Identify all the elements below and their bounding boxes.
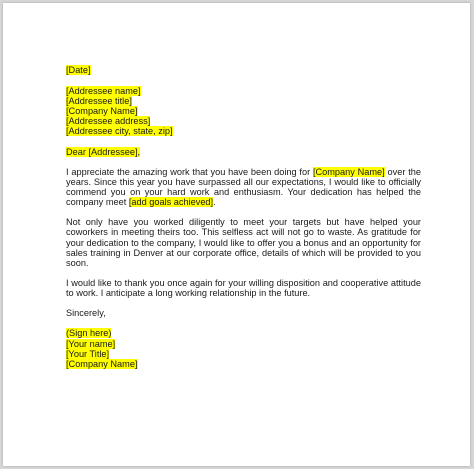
paragraph-1 — [66, 167, 421, 208]
document-page — [3, 3, 470, 466]
signature-block — [66, 328, 421, 369]
date-line — [66, 65, 421, 75]
salutation — [66, 147, 421, 157]
letter-body — [66, 65, 421, 369]
salutation-text: Dear [Addressee], — [66, 147, 141, 157]
paragraph-2: Not only have you worked diligently to meet your targets but have helped your coworkers in meeting theirs too. This selfless act will not go to waste. As gratitude for your dedication to the company, I would like to offer you a bonus and an opportunity for sales training in Denver at our corporate office, details of which will be provided to you soon. — [66, 217, 421, 269]
paragraph-1-text-a: I appreciate the amazing work that you have been doing for — [66, 166, 313, 177]
signature-line — [66, 359, 421, 369]
sign-here-placeholder: (Sign here) — [66, 328, 112, 339]
addressee-title-placeholder: [Addressee title] — [66, 95, 132, 106]
signature-line — [66, 349, 421, 359]
address-line — [66, 106, 421, 116]
address-line — [66, 96, 421, 106]
your-title-placeholder: [Your Title] — [66, 348, 110, 359]
closing-sincerely: Sincerely, — [66, 307, 106, 318]
address-line — [66, 116, 421, 126]
signature-line — [66, 339, 421, 349]
addressee-name-placeholder: [Addressee name] — [66, 85, 141, 96]
address-line — [66, 86, 421, 96]
address-line — [66, 126, 421, 136]
paragraph-1-text-b: over the years. Since this year you have surpassed all our expectations, I would like to officially commend you on your hard work and enthusiasm. Your dedication has helped the company meet — [66, 166, 421, 208]
your-name-placeholder: [Your name] — [66, 338, 116, 349]
addressee-city-placeholder: [Addressee city, state, zip] — [66, 126, 173, 137]
addressee-address-placeholder: [Addressee address] — [66, 116, 151, 127]
signature-line — [66, 328, 421, 338]
address-block — [66, 86, 421, 137]
date-placeholder: [Date] — [66, 65, 91, 75]
company-name-placeholder: [Company Name] — [66, 106, 138, 116]
paragraph-1-text-c: . — [213, 197, 216, 208]
company-name-inline-placeholder: [Company Name] — [312, 166, 385, 177]
goals-placeholder: [add goals achieved] — [128, 197, 214, 208]
signature-company-placeholder: [Company Name] — [66, 359, 138, 370]
paragraph-3: I would like to thank you once again for your willing disposition and cooperative attitude to work. I anticipate a long working relationship in the future. — [66, 277, 421, 299]
